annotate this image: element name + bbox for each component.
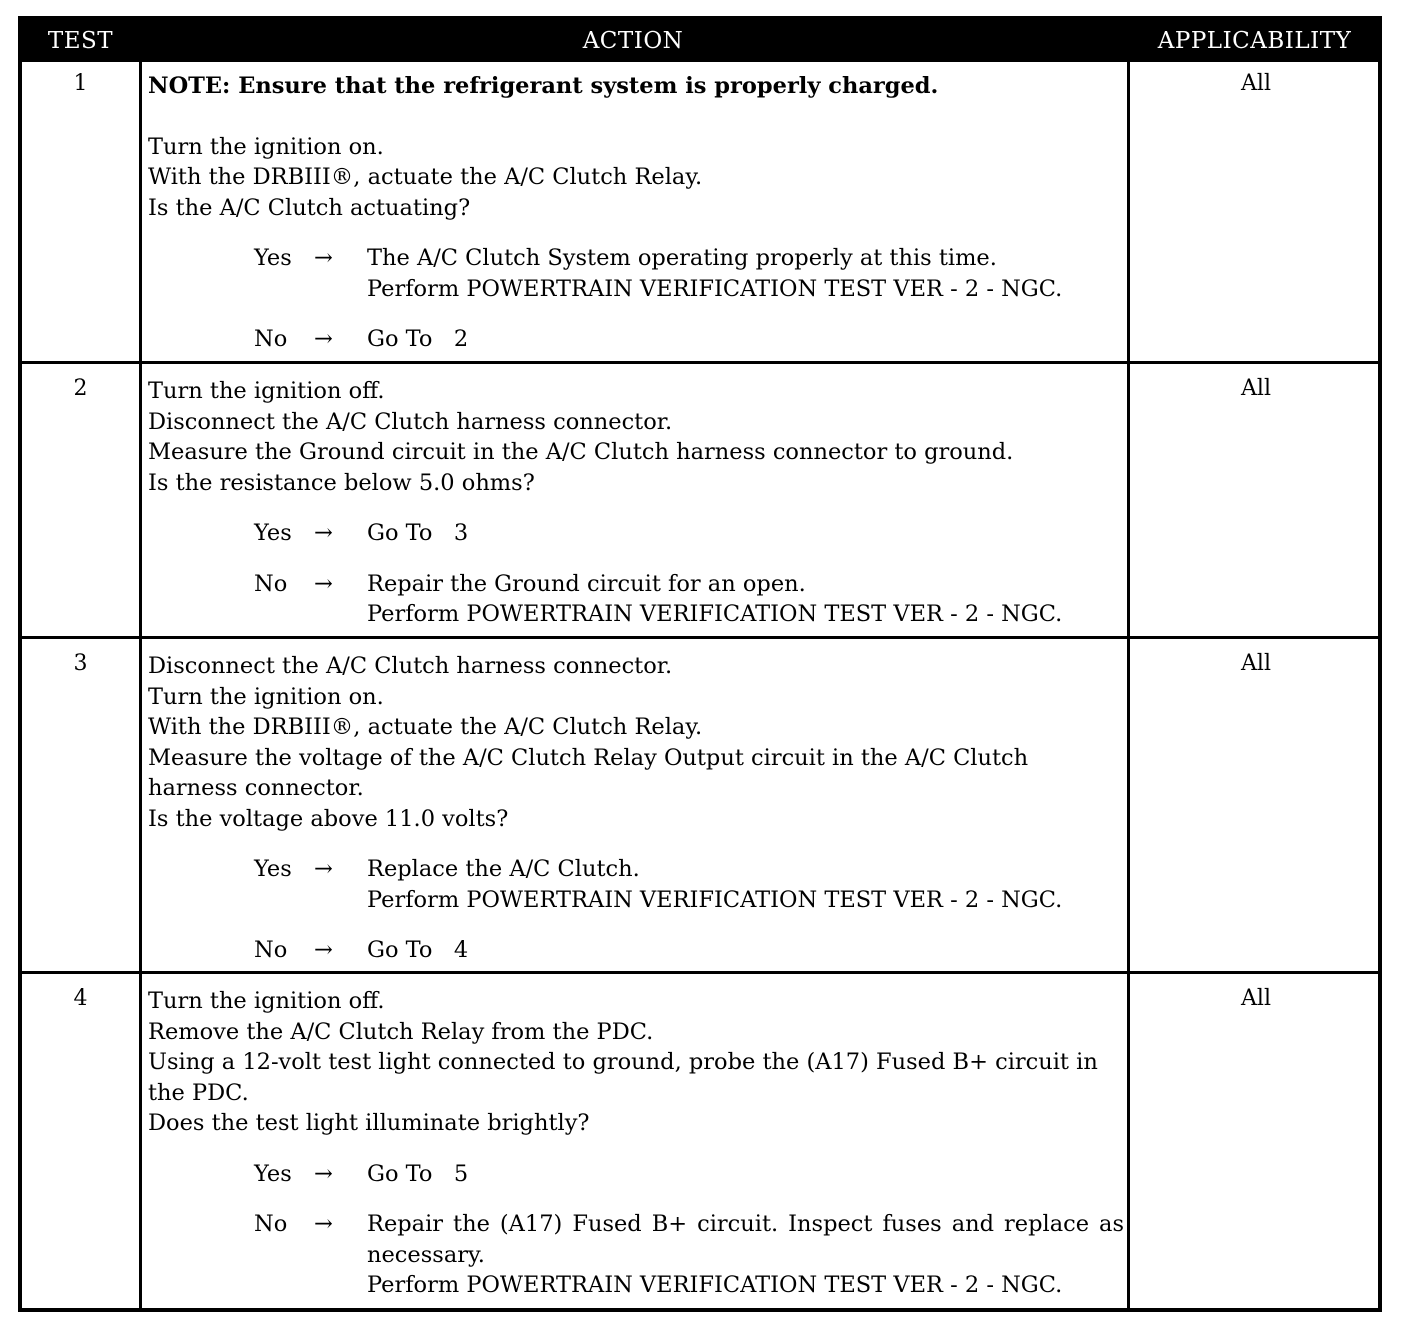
no-label: No (254, 570, 288, 597)
arrow-right-icon: → (314, 1160, 333, 1187)
test-action (148, 651, 1124, 966)
result-text: The A/C Clutch System operating properly at this time. (367, 245, 997, 271)
test-number: 4 (73, 986, 88, 1011)
test-action (148, 376, 1124, 630)
no-branch (148, 1209, 1124, 1301)
result-text: Perform POWERTRAIN VERIFICATION TEST VER - 2 - NGC. (367, 601, 1063, 627)
test-number: 2 (73, 376, 88, 401)
step-text: With the DRBIII®, actuate the A/C Clutch Relay. (148, 164, 703, 190)
result-text: Replace the A/C Clutch. (367, 856, 640, 882)
yes-branch (148, 518, 1124, 549)
no-branch (148, 569, 1124, 630)
step-text: Is the A/C Clutch actuating? (148, 194, 471, 221)
no-branch (148, 324, 1124, 355)
result-text: Perform POWERTRAIN VERIFICATION TEST VER - 2 - NGC. (367, 275, 1063, 302)
no-label: No (254, 1211, 288, 1237)
result-text: Repair the (A17) Fused B+ circuit. Inspect fuses and replace as necessary. (367, 1211, 1124, 1268)
step-text: Is the resistance below 5.0 ohms? (148, 469, 535, 496)
arrow-right-icon: → (314, 570, 333, 597)
arrow-right-icon: → (314, 856, 333, 882)
step-text: Is the voltage above 11.0 volts? (148, 805, 509, 832)
applicability-value: All (1241, 71, 1271, 96)
step-text: Measure the Ground circuit in the A/C Clutch harness connector to ground. (148, 439, 1014, 465)
test-number: 1 (73, 71, 88, 96)
step-text: With the DRBIII®, actuate the A/C Clutch Relay. (148, 714, 703, 740)
test-action (148, 986, 1124, 1301)
header-test: TEST (47, 28, 114, 54)
result-text: Perform POWERTRAIN VERIFICATION TEST VER - 2 - NGC. (367, 1272, 1063, 1298)
yes-label: Yes (254, 1160, 292, 1187)
step-list (148, 651, 1124, 834)
no-branch (148, 935, 1124, 966)
no-label: No (254, 937, 288, 963)
step-text: Disconnect the A/C Clutch harness connector. (148, 653, 673, 679)
column-divider (1127, 62, 1130, 1308)
row-divider (22, 971, 1378, 974)
applicability-value: All (1241, 376, 1271, 401)
step-text: Disconnect the A/C Clutch harness connector. (148, 408, 673, 435)
step-text: Turn the ignition on. (148, 683, 384, 710)
header-action: ACTION (582, 28, 684, 54)
step-text: Turn the ignition off. (148, 988, 385, 1014)
step-text: Turn the ignition on. (148, 133, 384, 160)
step-text: Turn the ignition off. (148, 378, 385, 404)
yes-label: Yes (254, 245, 292, 271)
yes-label: Yes (254, 856, 292, 882)
yes-branch (148, 243, 1124, 304)
row-divider (22, 361, 1378, 364)
arrow-right-icon: → (314, 245, 333, 271)
arrow-right-icon: → (314, 1211, 333, 1237)
step-text: Using a 12-volt test light connected to ground, probe the (A17) Fused B+ circuit in the PDC. (148, 1049, 1098, 1106)
goto-text: Go To 2 (367, 326, 469, 352)
arrow-right-icon: → (314, 520, 333, 546)
note-text: NOTE: Ensure that the refrigerant system is properly charged. (148, 73, 939, 99)
applicability-value: All (1241, 651, 1271, 676)
column-divider (139, 62, 142, 1308)
step-text: Does the test light illuminate brightly? (148, 1110, 590, 1136)
step-list (148, 132, 1124, 224)
table-header (22, 20, 1378, 62)
goto-text: Go To 4 (367, 937, 469, 963)
goto-text: Go To 5 (367, 1160, 469, 1187)
step-list (148, 376, 1124, 498)
applicability-value: All (1241, 986, 1271, 1011)
result-text: Perform POWERTRAIN VERIFICATION TEST VER - 2 - NGC. (367, 886, 1063, 913)
result-text: Repair the Ground circuit for an open. (367, 570, 806, 597)
no-label: No (254, 326, 288, 352)
arrow-right-icon: → (314, 326, 333, 352)
step-list (148, 986, 1124, 1139)
test-action (148, 71, 1124, 355)
step-text: Remove the A/C Clutch Relay from the PDC. (148, 1018, 654, 1045)
header-applicability: APPLICABILITY (1157, 28, 1352, 54)
yes-label: Yes (254, 520, 292, 546)
diagnostic-test-table (18, 16, 1382, 1312)
goto-text: Go To 3 (367, 520, 469, 546)
test-number: 3 (73, 651, 88, 676)
step-text: Measure the voltage of the A/C Clutch Relay Output circuit in the A/C Clutch harness connector. (148, 744, 1029, 801)
arrow-right-icon: → (314, 937, 333, 963)
yes-branch (148, 854, 1124, 915)
yes-branch (148, 1159, 1124, 1190)
row-divider (22, 636, 1378, 639)
